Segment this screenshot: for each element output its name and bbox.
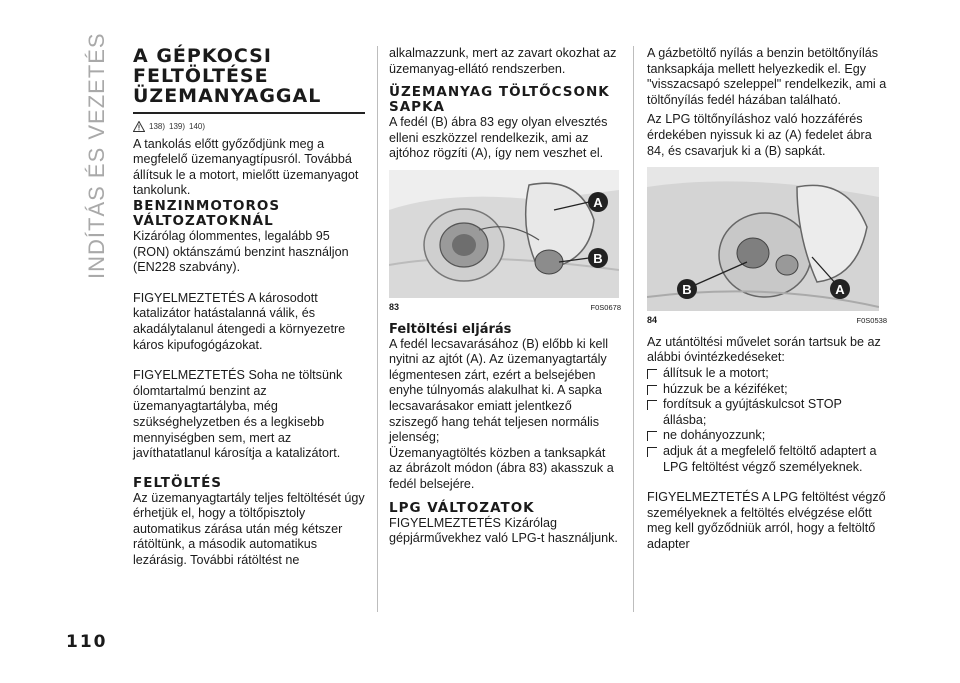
figure-code: F0S0538 xyxy=(856,316,887,326)
warning-references xyxy=(133,119,365,135)
column-1 xyxy=(133,46,365,569)
section-title-line: FELTÖLTÉSE xyxy=(133,65,269,87)
column-divider xyxy=(633,46,634,612)
bullet-corner-icon xyxy=(647,400,657,410)
list-item-text: fordítsuk a gyújtáskulcsot STOP állásba; xyxy=(663,397,842,427)
warning-paragraph: FIGYELMEZTETÉS A LPG feltöltést végző személyeknek a feltöltés elvégzése előtt meg kell győződniük arról, hogy a feltöltő adapter xyxy=(647,490,886,551)
procedure-paragraph: Üzemanyagtöltés közben a tanksapkát az ábrázolt módon (ábra 83) akasszuk a fedél belsejére. xyxy=(389,445,614,491)
list-item-text: adjuk át a megfelelő feltöltő adaptert a LPG feltöltést végző személyeknek. xyxy=(663,443,877,474)
reference-number: 138) xyxy=(149,122,166,131)
figure-code: F0S0678 xyxy=(590,302,621,312)
heading-lpg: LPG VÁLTOZATOK xyxy=(389,499,535,516)
procedure-paragraph: A fedél lecsavarásához (B) előbb ki kell nyitni az ajtót (A). Az üzemanyagtartály légmentesen zárt, ezért a belsejében enyhe túlnyomás alakulhat ki. A sapka lecsavarásakor emiatt jelentkező sziszegő hang tehát teljesen normális jelenség; xyxy=(389,336,609,445)
list-item-text: húzzuk be a kéziféket; xyxy=(663,381,788,396)
lpg-flap-illustration xyxy=(647,167,879,311)
fuel-flap-illustration xyxy=(389,170,619,298)
list-item xyxy=(647,444,887,475)
warning-paragraph: FIGYELMEZTETÉS Soha ne töltsünk ólomtartalmú benzint az üzemanyagtartályba, még szükséghelyzetben és a legkisebb mennyiségben sem, mert az javíthatatlanul károsítja a katalizátort. xyxy=(133,368,343,461)
figure-number: 84 xyxy=(647,315,658,326)
page-number: 110 xyxy=(66,632,108,652)
list-item-text: állítsuk le a motort; xyxy=(663,365,769,380)
petrol-paragraph: Kizárólag ólommentes, legalább 95 (RON) oktánszámú benzint használjon (EN228 szabvány). xyxy=(133,228,349,275)
bullet-corner-icon xyxy=(647,431,657,441)
lpg-inlet-paragraph: A gázbetöltő nyílás a benzin betöltőnyílás tanksapkája mellett helyezkedik el. Egy "visszacsapó szeleppel" rendelkezik, ami a töltőnyílás fedél házában található. xyxy=(647,46,887,107)
column-2 xyxy=(389,46,621,547)
column-3 xyxy=(647,46,887,552)
refuelling-paragraph: Az üzemanyagtartály teljes feltöltését úgy érhetjük el, hogy a töltőpisztoly automatikus zárása után még kétszer rátöltünk, a második automatikus lezárásig. További rátöltést ne xyxy=(133,490,365,568)
reference-number: 140) xyxy=(189,122,206,131)
list-item xyxy=(647,397,887,428)
figure-84 xyxy=(647,167,879,311)
warning-triangle-icon xyxy=(133,121,145,132)
bullet-corner-icon xyxy=(647,369,657,379)
column-divider xyxy=(377,46,378,612)
lpg-paragraph: FIGYELMEZTETÉS Kizárólag gépjárművekhez való LPG-t használjunk. xyxy=(389,515,618,546)
callout-b: B xyxy=(593,250,603,266)
section-title-line: ÜZEMANYAGGAL xyxy=(133,85,322,107)
list-item-text: ne dohányozzunk; xyxy=(663,428,766,443)
heading-refuelling: FELTÖLTÉS xyxy=(133,474,223,491)
figure-caption xyxy=(389,300,621,316)
lpg-access-paragraph: Az LPG töltőnyíláshoz való hozzáférés érdekében nyissuk ki az (A) fedelet ábra 84, és csavarjuk ki a (B) sapkát. xyxy=(647,112,872,158)
precautions-intro: Az utántöltési művelet során tartsuk be az alábbi óvintézkedéseket: xyxy=(647,334,881,365)
continued-paragraph: alkalmazzunk, mert az zavart okozhat az üzemanyag-ellátó rendszerben. xyxy=(389,46,617,76)
heading-fuel-cap: ÜZEMANYAG TÖLTŐCSONK SAPKA xyxy=(389,84,610,116)
section-title-line: A GÉPKOCSI xyxy=(133,45,272,67)
heading-procedure: Feltöltési eljárás xyxy=(389,321,512,337)
figure-caption xyxy=(647,313,887,329)
title-underline xyxy=(133,112,365,114)
fuel-cap-paragraph: A fedél (B) ábra 83 egy olyan elvesztés elleni eszközzel rendelkezik, ami az ajtóhoz rögzíti (A), így nem veszhet el. xyxy=(389,115,608,161)
bullet-corner-icon xyxy=(647,385,657,395)
reference-number: 139) xyxy=(169,122,186,131)
callout-b: B xyxy=(682,282,692,298)
list-item xyxy=(647,428,887,444)
bullet-corner-icon xyxy=(647,447,657,457)
list-item xyxy=(647,366,887,382)
heading-petrol-versions: BENZINMOTOROS VÁLTOZATOKNÁL xyxy=(133,197,281,229)
figure-number: 83 xyxy=(389,301,400,312)
list-item xyxy=(647,382,887,398)
chapter-side-title: INDÍTÁS ÉS VEZETÉS xyxy=(84,32,109,279)
callout-a: A xyxy=(835,282,845,298)
intro-paragraph: A tankolás előtt győződjünk meg a megfelelő üzemanyagtípusról. Továbbá állítsuk le a motort, mielőtt üzemanyagot tankolunk. xyxy=(133,136,359,198)
warning-paragraph: FIGYELMEZTETÉS A károsodott katalizátor hatástalanná válik, és akadálytalanul átengedi a környezetre káros kipufogógázokat. xyxy=(133,290,346,352)
callout-a: A xyxy=(593,194,603,210)
figure-83 xyxy=(389,170,619,298)
